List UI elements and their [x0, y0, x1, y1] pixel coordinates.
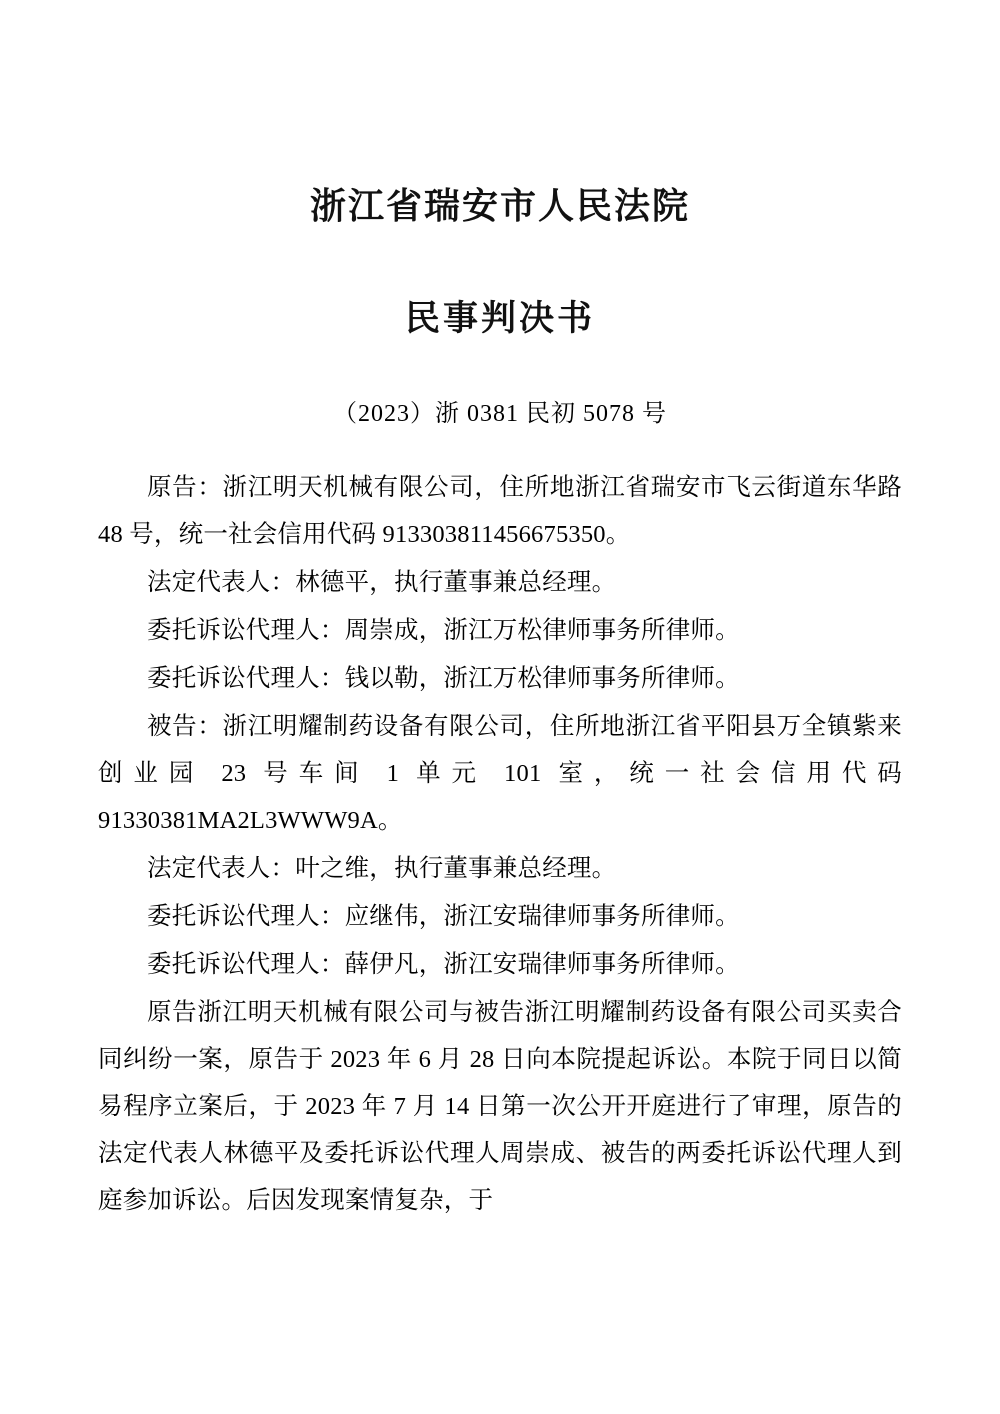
document-title: 民事判决书	[404, 299, 595, 338]
paragraph-plaintiff-info: 原告：浙江明天机械有限公司，住所地浙江省瑞安市飞云街道东华路 48 号，统一社会信用代码 913303811456675350。	[98, 474, 902, 548]
paragraph-plaintiff-attorney-1: 委托诉讼代理人：周崇成，浙江万松律师事务所律师。	[147, 617, 740, 644]
paragraph-defendant-attorney-2: 委托诉讼代理人：薛伊凡，浙江安瑞律师事务所律师。	[147, 951, 740, 978]
paragraph-defendant-info: 被告：浙江明耀制药设备有限公司，住所地浙江省平阳县万全镇紫来创业园 23 号车间 1 单元 101 室，统一社会信用代码 91330381MA2L3WWW9A。	[98, 713, 902, 834]
paragraph-plaintiff-legal-rep: 法定代表人：林德平，执行董事兼总经理。	[147, 569, 617, 596]
paragraph-defendant-attorney-1: 委托诉讼代理人：应继伟，浙江安瑞律师事务所律师。	[147, 903, 740, 930]
case-number: （2023）浙 0381 民初 5078 号	[333, 401, 667, 427]
paragraph-plaintiff-attorney-2: 委托诉讼代理人：钱以勒，浙江万松律师事务所律师。	[147, 665, 740, 692]
court-title: 浙江省瑞安市人民法院	[309, 185, 690, 226]
document-body	[98, 428, 902, 1224]
paragraph-defendant-legal-rep: 法定代表人：叶之维，执行董事兼总经理。	[147, 855, 617, 882]
paragraph-case-procedure: 原告浙江明天机械有限公司与被告浙江明耀制药设备有限公司买卖合同纠纷一案，原告于 2023 年 6 月 28 日向本院提起诉讼。本院于同日以简易程序立案后，于 2023 年 7 月 14 日第一次公开开庭进行了审理，原告的法定代表人林德平及委托诉讼代理人周崇成、被告的两委托诉讼代理人到庭参加诉讼。后因发现案情复杂，于	[98, 999, 902, 1214]
